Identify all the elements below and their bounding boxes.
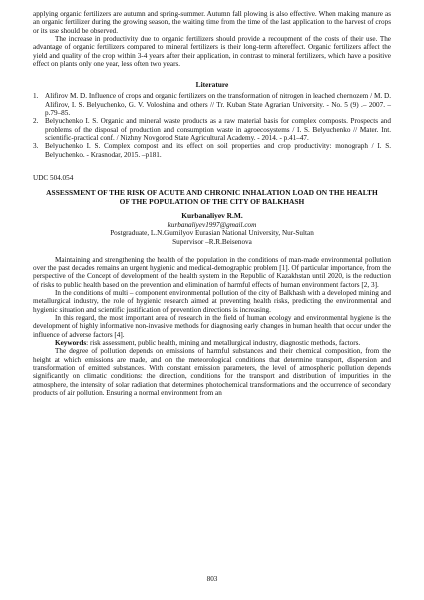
intro-paragraph-1: applying organic fertilizers are autumn and spring-summer. Autumn fall plowing is also effective. When making manure as an organic fertilizer during the growing season, the waiting time from the time of the last application to the harvest of crops or its use should be observed.: [33, 10, 391, 35]
keywords-label: Keywords: [55, 338, 87, 347]
page-body: [33, 10, 391, 397]
author-name: Kurbanaliyev R.M.: [181, 211, 243, 221]
literature-item-number: 3.: [33, 142, 39, 151]
literature-item-text: Belyuchenko I. S. Organic and mineral waste products as a raw material basis for complex composts. Prospects and problems of the disposal of production and consumption waste in agroecosystems / I. S. Belyuchenko // Mater. Int. scientific-practical conf. / Nizhny Novgorod State Agricultural Academy. - 2014. - p.41–47.: [45, 117, 391, 143]
keywords-paragraph: [33, 339, 391, 347]
article-paragraph-4: The degree of pollution depends on emissions of harmful substances and their chemical composition, from the height at which emissions are made, and on the meteorological conditions that determine transport, dispersion and transformation of emitted substances. With constant emission parameters, the level of atmospheric pollution depends significantly on climatic conditions: the direction, conditions for the transport and distribution of impurities in the atmosphere, the intensity of solar radiation that determines photochemical transformations and the occurrence of secondary products of air pollution. Ensuring a normal environment from an: [33, 347, 391, 398]
author-affiliation: Postgraduate, L.N.Gumilyov Eurasian National University, Nur-Sultan: [110, 229, 314, 238]
article-paragraph-3: In this regard, the most important area of research in the field of human ecology and environmental hygiene is the development of highly informative non-invasive methods for diagnosing early changes in human health that occur under the influence of adverse factors [4].: [33, 313, 391, 339]
literature-item: [33, 142, 391, 159]
keywords-text: : risk assessment, public health, mining and metallurgical industry, diagnostic methods, factors.: [86, 338, 361, 347]
literature-item: [33, 92, 391, 117]
literature-item: [33, 117, 391, 142]
intro-paragraph-2: The increase in productivity due to organic fertilizers should provide a recoupment of the costs of their use. The advantage of organic fertilizers compared to mineral fertilizers is their long-term aftereffect. Organic fertilizers affect the yield and quality of the crop within 3-4 years after their application, in contrast to mineral fertilizers, which have a positive effect on plants only one year, less often two years.: [33, 35, 391, 69]
literature-item-text: Belyuchenko I. S. Complex compost and its effect on soil properties and crop productivity: monograph / I. S. Belyuchenko. - Krasnodar, 2015. –p181.: [45, 142, 391, 159]
literature-item-number: 2.: [33, 117, 39, 126]
literature-heading: Literature: [195, 80, 229, 90]
article-title: ASSESSMENT OF THE RISK OF ACUTE AND CHRONIC INHALATION LOAD ON THE HEALTH OF THE POPULATION OF THE CITY OF BALKHASH: [46, 188, 378, 207]
literature-item-text: Alifirov M. D. Influence of crops and organic fertilizers on the transformation of nitrogen in leached chernozem / M. D. Alifirov, I. S. Belyuchenko, G. V. Voloshina and others // Tr. Kuban State Agrarian University. - No. 5 (9) .– 2007. –p.79–85.: [45, 92, 391, 118]
literature-list: [33, 92, 391, 159]
article-paragraph-1: Maintaining and strengthening the health of the population in the conditions of man-made environmental pollution over the past decades remains an urgent hygienic and medical-demographic problem [1]. Of particular importance, from the perspective of the Concept of development of the health system in the Republic of Kazakhstan until 2020, is the reduction of risks to public health based on the prevention and elimination of harmful effects of human environment factors [2, 3].: [33, 255, 391, 289]
literature-item-number: 1.: [33, 92, 39, 101]
page-number: 803: [206, 575, 218, 583]
author-email[interactable]: kurbanaliyev1997@gmail.com: [167, 220, 257, 229]
supervisor: Supervisor –R.R.Beisenova: [172, 237, 252, 246]
udc-code: UDC 504.054: [33, 174, 74, 183]
article-paragraph-2: In the conditions of multi – component environmental pollution of the city of Balkhash with a developed mining and metallurgical industry, the role of hygienic research aimed at preventing health risks, predicting the environmental and hygienic situation and scientific justification of prevention directions is increasing.: [33, 288, 391, 314]
